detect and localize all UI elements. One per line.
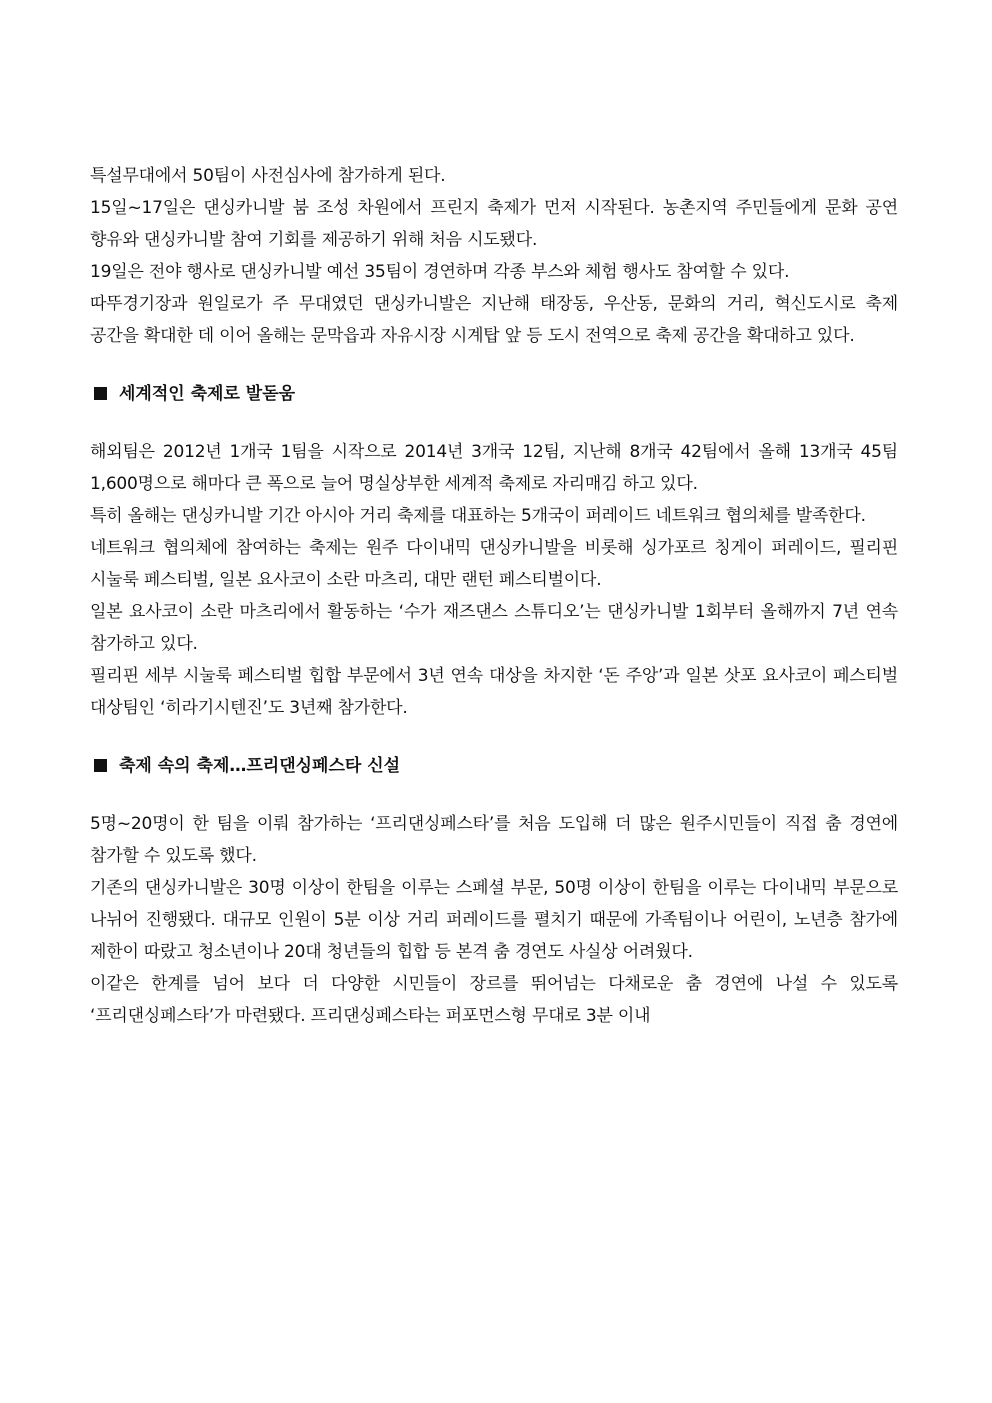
- paragraph: 네트워크 협의체에 참여하는 축제는 원주 다이내믹 댄싱카니발을 비롯해 싱가포르 칭게이 퍼레이드, 필리핀 시눌룩 페스티벌, 일본 요사코이 소란 마츠리, 대만 랜턴 페스티벌이다.: [90, 538, 898, 590]
- section-free-dancing-festa: [90, 808, 898, 1032]
- section-title: 축제 속의 축제…프리댄싱페스타 신설: [119, 756, 401, 776]
- paragraph: 필리핀 세부 시눌룩 페스티벌 힙합 부문에서 3년 연속 대상을 차지한 ‘돈 주앙’과 일본 삿포 요사코이 페스티벌 대상팀인 ‘히라기시텐진’도 3년째 참가한다.: [90, 666, 898, 718]
- section-global-festival: [90, 436, 898, 724]
- section-title: 세계적인 축제로 발돋움: [119, 384, 296, 404]
- paragraph: 기존의 댄싱카니발은 30명 이상이 한팀을 이루는 스페셜 부문, 50명 이상이 한팀을 이루는 다이내믹 부문으로 나뉘어 진행됐다. 대규모 인원이 5분 이상 거리 퍼레이드를 펼치기 때문에 가족팀이나 어린이, 노년층 참가에 제한이 따랐고 청소년이나 20대 청년들의 힙합 등 본격 춤 경연도 사실상 어려웠다.: [90, 878, 898, 962]
- document-page: [90, 160, 898, 1032]
- paragraph: 특히 올해는 댄싱카니발 기간 아시아 거리 축제를 대표하는 5개국이 퍼레이드 네트워크 협의체를 발족한다.: [90, 506, 866, 526]
- paragraph: 5명~20명이 한 팀을 이뤄 참가하는 ‘프리댄싱페스타’를 처음 도입해 더 많은 원주시민들이 직접 춤 경연에 참가할 수 있도록 했다.: [90, 814, 898, 866]
- paragraph: 이같은 한계를 넘어 보다 더 다양한 시민들이 장르를 뛰어넘는 다채로운 춤 경연에 나설 수 있도록 ‘프리댄싱페스타’가 마련됐다. 프리댄싱페스타는 퍼포먼스형 무대로 3분 이내: [90, 974, 898, 1026]
- black-square-icon: [94, 387, 107, 400]
- paragraph: 따뚜경기장과 원일로가 주 무대였던 댄싱카니발은 지난해 태장동, 우산동, 문화의 거리, 혁신도시로 축제 공간을 확대한 데 이어 올해는 문막읍과 자유시장 시계탑 앞 등 도시 전역으로 축제 공간을 확대하고 있다.: [90, 294, 898, 346]
- paragraph: 19일은 전야 행사로 댄싱카니발 예선 35팀이 경연하며 각종 부스와 체험 행사도 참여할 수 있다.: [90, 262, 790, 282]
- paragraph: 특설무대에서 50팀이 사전심사에 참가하게 된다.: [90, 166, 446, 186]
- paragraph: 일본 요사코이 소란 마츠리에서 활동하는 ‘수가 재즈댄스 스튜디오’는 댄싱카니발 1회부터 올해까지 7년 연속 참가하고 있다.: [90, 602, 898, 654]
- intro-section: [90, 160, 898, 352]
- paragraph: 15일~17일은 댄싱카니발 붐 조성 차원에서 프린지 축제가 먼저 시작된다. 농촌지역 주민들에게 문화 공연 향유와 댄싱카니발 참여 기회를 제공하기 위해 처음 시도됐다.: [90, 198, 898, 250]
- section-heading-global-festival: [90, 378, 898, 410]
- section-heading-free-dancing-festa: [90, 750, 898, 782]
- paragraph: 해외팀은 2012년 1개국 1팀을 시작으로 2014년 3개국 12팀, 지난해 8개국 42팀에서 올해 13개국 45팀 1,600명으로 해마다 큰 폭으로 늘어 명실상부한 세계적 축제로 자리매김 하고 있다.: [90, 442, 898, 494]
- black-square-icon: [94, 759, 107, 772]
